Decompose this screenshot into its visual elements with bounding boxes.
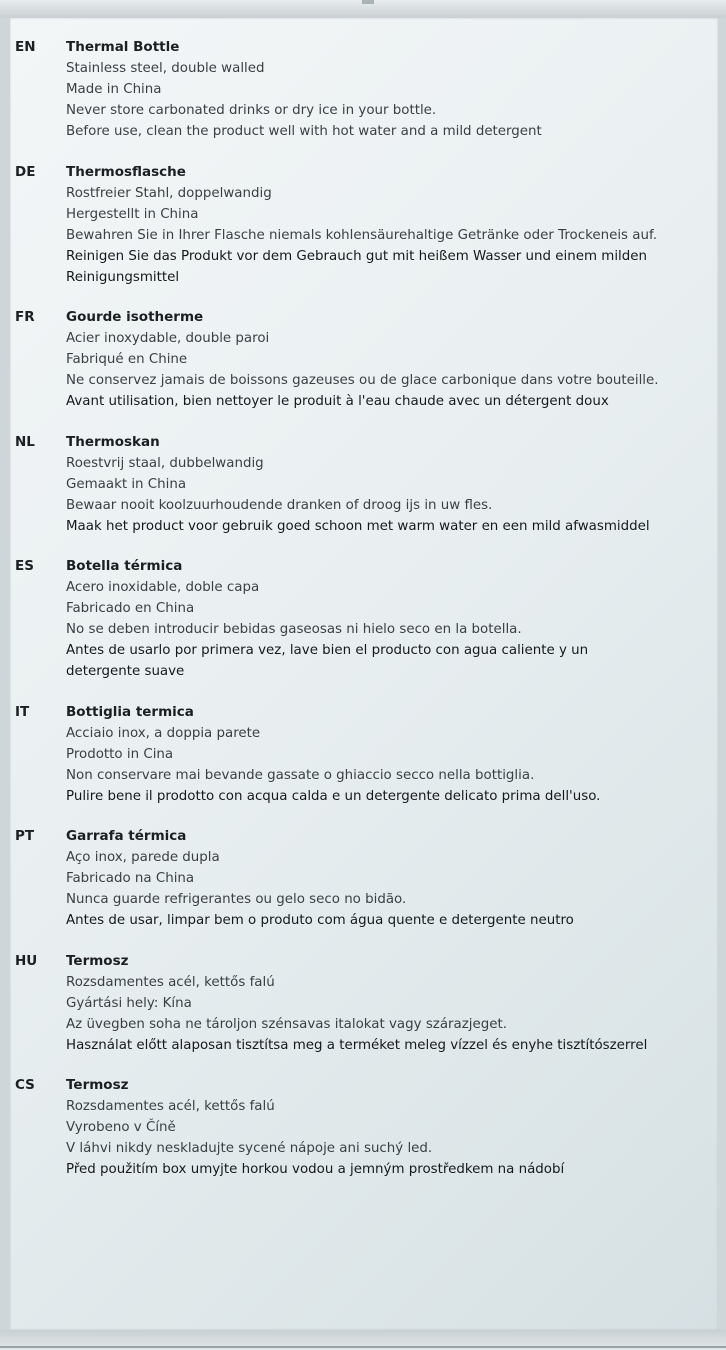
product-title: Garrafa térmica — [66, 828, 187, 844]
material-line: Rozsdamentes acél, kettős falú — [66, 1099, 275, 1114]
product-title: Thermal Bottle — [66, 39, 180, 55]
warning-line: Ne conservez jamais de boissons gazeuses ou de glace carbonique dans votre bouteille. — [66, 373, 659, 388]
care-line: Használat előtt alaposan tisztítsa meg a terméket meleg vízzel és enyhe tisztítószerrel — [66, 1037, 648, 1053]
language-code: DE — [15, 163, 36, 180]
care-line: Antes de usar, limpar bem o produto com água quente e detergente neutro — [66, 913, 574, 928]
warning-line: Nunca guarde refrigerantes ou gelo seco no bidão. — [66, 892, 407, 907]
language-code: ES — [15, 558, 34, 574]
material-line: Rozsdamentes acél, kettős falú — [66, 974, 275, 990]
product-title: Thermosflasche — [66, 163, 186, 180]
section-nl — [15, 432, 710, 537]
section-body — [66, 1075, 710, 1180]
product-title: Gourde isotherme — [66, 309, 204, 325]
section-pt — [15, 826, 710, 931]
paper-seam — [362, 0, 374, 4]
care-line-continued: detergente suave — [66, 664, 185, 679]
material-line: Stainless steel, double walled — [66, 61, 265, 76]
warning-line: Az üvegben soha ne tároljon szénsavas italokat vagy szárazjeget. — [66, 1016, 507, 1032]
section-body — [66, 826, 710, 931]
material-line: Rostfreier Stahl, doppelwandig — [66, 185, 272, 201]
section-body — [66, 307, 710, 412]
material-line: Acero inoxidable, doble capa — [66, 580, 260, 595]
material-line: Roestvrij staal, dubbelwandig — [66, 455, 264, 471]
section-es — [15, 556, 710, 682]
paper-edge-bottom — [0, 1330, 726, 1350]
section-de — [15, 162, 710, 288]
language-code: HU — [15, 952, 38, 969]
product-title: Thermoskan — [66, 433, 160, 450]
paper-fold-line — [0, 1346, 726, 1348]
section-hu — [15, 951, 710, 1056]
origin-line: Vyrobeno v Číně — [66, 1120, 176, 1135]
material-line: Acciaio inox, a doppia parete — [66, 725, 261, 741]
origin-line: Gyártási hely: Kína — [66, 995, 192, 1011]
origin-line: Made in China — [66, 82, 162, 97]
section-cs — [15, 1075, 710, 1180]
warning-line: Bewaar nooit koolzuurhoudende dranken of droog ijs in uw fles. — [66, 497, 493, 513]
language-code: PT — [15, 828, 35, 844]
language-code: EN — [15, 39, 36, 55]
care-line: Before use, clean the product well with hot water and a mild detergent — [66, 124, 542, 139]
language-code: FR — [15, 309, 35, 325]
product-title: Termosz — [66, 1077, 129, 1093]
material-line: Acier inoxydable, double paroi — [66, 331, 270, 346]
section-body — [66, 951, 710, 1056]
product-title: Bottiglia termica — [66, 703, 194, 720]
section-fr — [15, 307, 710, 412]
warning-line: Bewahren Sie in Ihrer Flasche niemals kohlensäurehaltige Getränke oder Trockeneis auf. — [66, 227, 657, 243]
warning-line: No se deben introducir bebidas gaseosas ni hielo seco en la botella. — [66, 622, 522, 637]
care-line-continued: Reinigungsmittel — [66, 269, 180, 285]
material-line: Aço inox, parede dupla — [66, 850, 220, 865]
section-body — [66, 556, 710, 682]
section-body — [66, 432, 710, 537]
paper-edge-top — [0, 0, 726, 18]
product-title: Botella térmica — [66, 558, 183, 574]
origin-line: Prodotto in Cina — [66, 746, 174, 762]
care-line: Avant utilisation, bien nettoyer le produit à l'eau chaude avec un détergent doux — [66, 394, 609, 409]
warning-line: Never store carbonated drinks or dry ice in your bottle. — [66, 103, 437, 118]
section-it — [15, 702, 710, 807]
care-line: Maak het product voor gebruik goed schoon met warm water en een mild afwasmiddel — [66, 518, 650, 534]
care-line: Pulire bene il prodotto con acqua calda e un detergente delicato prima dell'uso. — [66, 788, 601, 804]
care-line: Reinigen Sie das Produkt vor dem Gebrauch gut mit heißem Wasser und einem milden — [66, 248, 647, 264]
section-body — [66, 37, 710, 142]
leaflet-content — [15, 37, 710, 1200]
language-code: IT — [15, 703, 30, 720]
section-en — [15, 37, 710, 142]
care-line: Před použitím box umyjte horkou vodou a jemným prostředkem na nádobí — [66, 1162, 565, 1177]
section-body — [66, 702, 710, 807]
section-body — [66, 162, 710, 288]
care-line: Antes de usarlo por primera vez, lave bien el producto con agua caliente y un — [66, 643, 589, 658]
origin-line: Gemaakt in China — [66, 476, 187, 492]
product-title: Termosz — [66, 952, 129, 969]
warning-line: V láhvi nikdy neskladujte sycené nápoje ani suchý led. — [66, 1141, 433, 1156]
origin-line: Hergestellt in China — [66, 206, 199, 222]
origin-line: Fabricado en China — [66, 601, 195, 616]
language-code: CS — [15, 1077, 35, 1093]
warning-line: Non conservare mai bevande gassate o ghiaccio secco nella bottiglia. — [66, 767, 535, 783]
origin-line: Fabricado na China — [66, 871, 195, 886]
origin-line: Fabriqué en Chine — [66, 352, 188, 367]
language-code: NL — [15, 433, 35, 450]
